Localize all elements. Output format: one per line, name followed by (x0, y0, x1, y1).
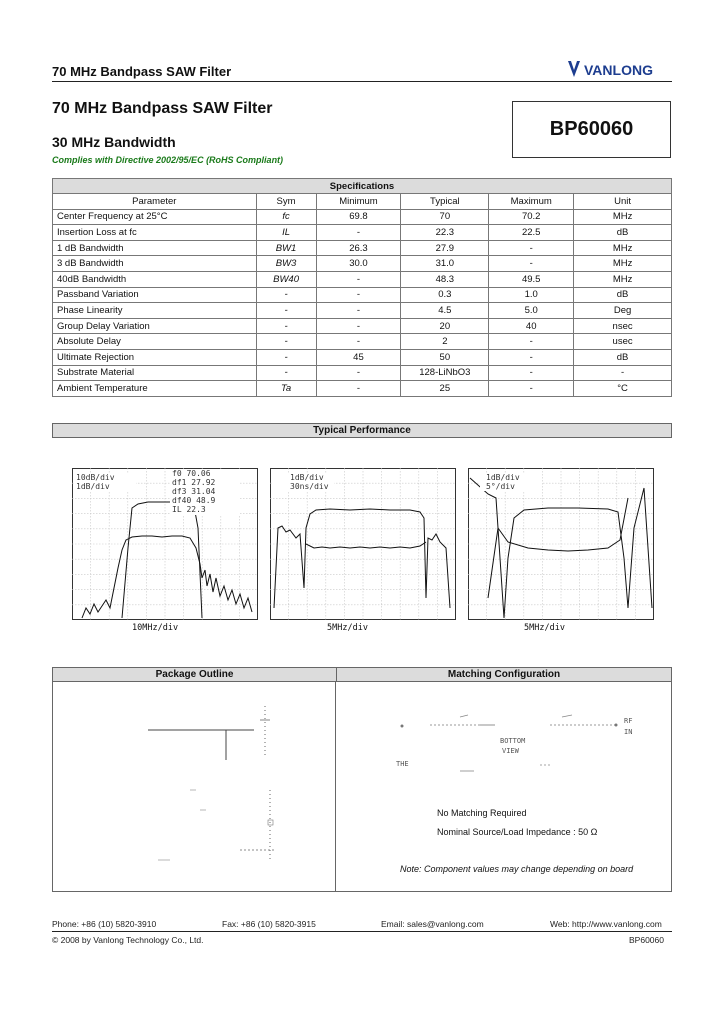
table-cell: dB (574, 225, 672, 241)
table-cell: 5.0 (489, 303, 574, 319)
table-row (53, 225, 672, 241)
table-caption: Specifications (53, 179, 672, 194)
readout-df1: df1 27.92 (172, 478, 216, 487)
table-cell: 27.9 (401, 240, 489, 256)
insertion-loss-plot (72, 468, 258, 620)
table-cell: 4.5 (401, 303, 489, 319)
doc-subtitle: 30 MHz Bandwidth (52, 134, 176, 150)
brand-text: VANLONG (584, 62, 653, 78)
footer-email[interactable]: Email: sales@vanlong.com (381, 919, 484, 929)
table-cell: IL (256, 225, 316, 241)
table-cell: - (316, 365, 401, 381)
footer-part-number: BP60060 (629, 935, 664, 945)
table-cell: - (256, 365, 316, 381)
header-title: 70 MHz Bandpass SAW Filter (52, 64, 232, 79)
table-row (53, 256, 672, 272)
table-cell: 40 (489, 318, 574, 334)
table-cell: MHz (574, 256, 672, 272)
table-cell: °C (574, 381, 672, 397)
table-row (53, 287, 672, 303)
table-cell: MHz (574, 209, 672, 225)
table-cell: - (489, 349, 574, 365)
table-cell: MHz (574, 240, 672, 256)
table-cell: - (256, 287, 316, 303)
column-header: Typical (401, 194, 489, 210)
table-cell: 25 (401, 381, 489, 397)
table-cell: dB (574, 349, 672, 365)
table-cell: - (574, 365, 672, 381)
table-cell: Ta (256, 381, 316, 397)
table-cell: 30.0 (316, 256, 401, 272)
table-cell: Absolute Delay (53, 334, 257, 350)
scale-label: 30ns/div (290, 482, 329, 491)
the-label: THE (396, 760, 409, 768)
scale-label: 1dB/div (290, 473, 324, 482)
footer-web[interactable]: Web: http://www.vanlong.com (550, 919, 662, 929)
table-cell: 2 (401, 334, 489, 350)
table-cell: 45 (316, 349, 401, 365)
table-cell: - (256, 349, 316, 365)
table-cell: Passband Variation (53, 287, 257, 303)
table-cell: - (256, 334, 316, 350)
matching-configuration-bar: Matching Configuration (336, 667, 672, 682)
table-cell: 0.3 (401, 287, 489, 303)
impedance-text: Nominal Source/Load Impedance : 50 Ω (437, 827, 598, 837)
table-cell: 70.2 (489, 209, 574, 225)
no-matching-text: No Matching Required (437, 808, 527, 818)
footer-phone: Phone: +86 (10) 5820-3910 (52, 919, 157, 929)
rf-label: RF (624, 717, 633, 725)
table-cell: usec (574, 334, 672, 350)
footer-rule (52, 931, 672, 932)
plot-caption: 10MHz/div (132, 623, 179, 633)
table-cell: - (256, 303, 316, 319)
table-cell: - (316, 287, 401, 303)
table-cell: - (316, 271, 401, 287)
table-cell: fc (256, 209, 316, 225)
table-cell: 22.3 (401, 225, 489, 241)
table-cell: - (316, 303, 401, 319)
package-outline-drawing (140, 700, 280, 870)
table-cell: Ambient Temperature (53, 381, 257, 397)
package-outline-bar: Package Outline (52, 667, 337, 682)
table-cell: - (316, 334, 401, 350)
table-cell: Insertion Loss at fc (53, 225, 257, 241)
table-cell: 50 (401, 349, 489, 365)
table-cell: - (489, 334, 574, 350)
group-delay-plot (270, 468, 456, 620)
table-cell: 128-LiNbO3 (401, 365, 489, 381)
typical-performance-bar: Typical Performance (52, 423, 672, 438)
table-cell: 1.0 (489, 287, 574, 303)
column-header: Unit (574, 194, 672, 210)
table-cell: - (316, 381, 401, 397)
header-rule (52, 81, 672, 82)
scale-label: 1dB/div (486, 473, 520, 482)
table-cell: 26.3 (316, 240, 401, 256)
section-divider (335, 667, 336, 891)
bottom-label: BOTTOM (500, 737, 526, 745)
table-cell: 49.5 (489, 271, 574, 287)
table-cell: BW3 (256, 256, 316, 272)
footer-copyright: © 2008 by Vanlong Technology Co., Ltd. (52, 935, 204, 945)
table-cell: 31.0 (401, 256, 489, 272)
v-logo-icon (566, 58, 672, 80)
scale-label: 5°/div (486, 482, 515, 491)
in-label: IN (624, 728, 633, 736)
board-note: Note: Component values may change depending on board (400, 864, 634, 874)
table-cell: Group Delay Variation (53, 318, 257, 334)
column-header: Sym (256, 194, 316, 210)
table-cell: - (316, 225, 401, 241)
table-row (53, 318, 672, 334)
table-cell: 40dB Bandwidth (53, 271, 257, 287)
table-cell: Substrate Material (53, 365, 257, 381)
table-row (53, 334, 672, 350)
footer-fax: Fax: +86 (10) 5820-3915 (222, 919, 316, 929)
readout-df40: df40 48.9 (172, 496, 216, 505)
column-header: Maximum (489, 194, 574, 210)
plot-caption: 5MHz/div (524, 623, 565, 633)
table-cell: 20 (401, 318, 489, 334)
table-cell: - (489, 365, 574, 381)
table-header-row (53, 194, 672, 210)
table-cell: BW40 (256, 271, 316, 287)
table-row (53, 240, 672, 256)
table-row (53, 209, 672, 225)
table-cell: Center Frequency at 25°C (53, 209, 257, 225)
specifications-table (52, 178, 672, 397)
vanlong-logo (566, 58, 672, 80)
table-cell: MHz (574, 271, 672, 287)
table-cell: 22.5 (489, 225, 574, 241)
table-row (53, 349, 672, 365)
phase-plot (468, 468, 654, 620)
table-cell: 48.3 (401, 271, 489, 287)
view-label: VIEW (502, 747, 519, 755)
table-cell: - (489, 256, 574, 272)
table-cell: 70 (401, 209, 489, 225)
doc-title: 70 MHz Bandpass SAW Filter (52, 100, 273, 117)
column-header: Parameter (53, 194, 257, 210)
column-header: Minimum (316, 194, 401, 210)
table-cell: Phase Linearity (53, 303, 257, 319)
table-cell: - (489, 240, 574, 256)
table-cell: BW1 (256, 240, 316, 256)
matching-circuit-drawing (390, 705, 640, 785)
table-cell: - (316, 318, 401, 334)
compliance-text: Complies with Directive 2002/95/EC (RoHS Compliant) (52, 155, 284, 165)
readout-il: IL 22.3 (172, 505, 206, 514)
part-number: BP60060 (549, 118, 634, 140)
table-cell: 69.8 (316, 209, 401, 225)
table-cell: 1 dB Bandwidth (53, 240, 257, 256)
table-cell: Ultimate Rejection (53, 349, 257, 365)
readout-df3: df3 31.04 (172, 487, 216, 496)
table-cell: dB (574, 287, 672, 303)
scale-label: 1dB/div (76, 482, 110, 491)
scale-label: 10dB/div (76, 473, 115, 482)
table-cell: - (489, 381, 574, 397)
table-row (53, 303, 672, 319)
table-row (53, 365, 672, 381)
table-cell: nsec (574, 318, 672, 334)
readout-f0: f0 70.06 (172, 469, 211, 478)
table-row (53, 271, 672, 287)
table-row (53, 381, 672, 397)
plot-caption: 5MHz/div (327, 623, 368, 633)
table-cell: Deg (574, 303, 672, 319)
part-number-box (512, 101, 671, 158)
table-cell: 3 dB Bandwidth (53, 256, 257, 272)
table-cell: - (256, 318, 316, 334)
